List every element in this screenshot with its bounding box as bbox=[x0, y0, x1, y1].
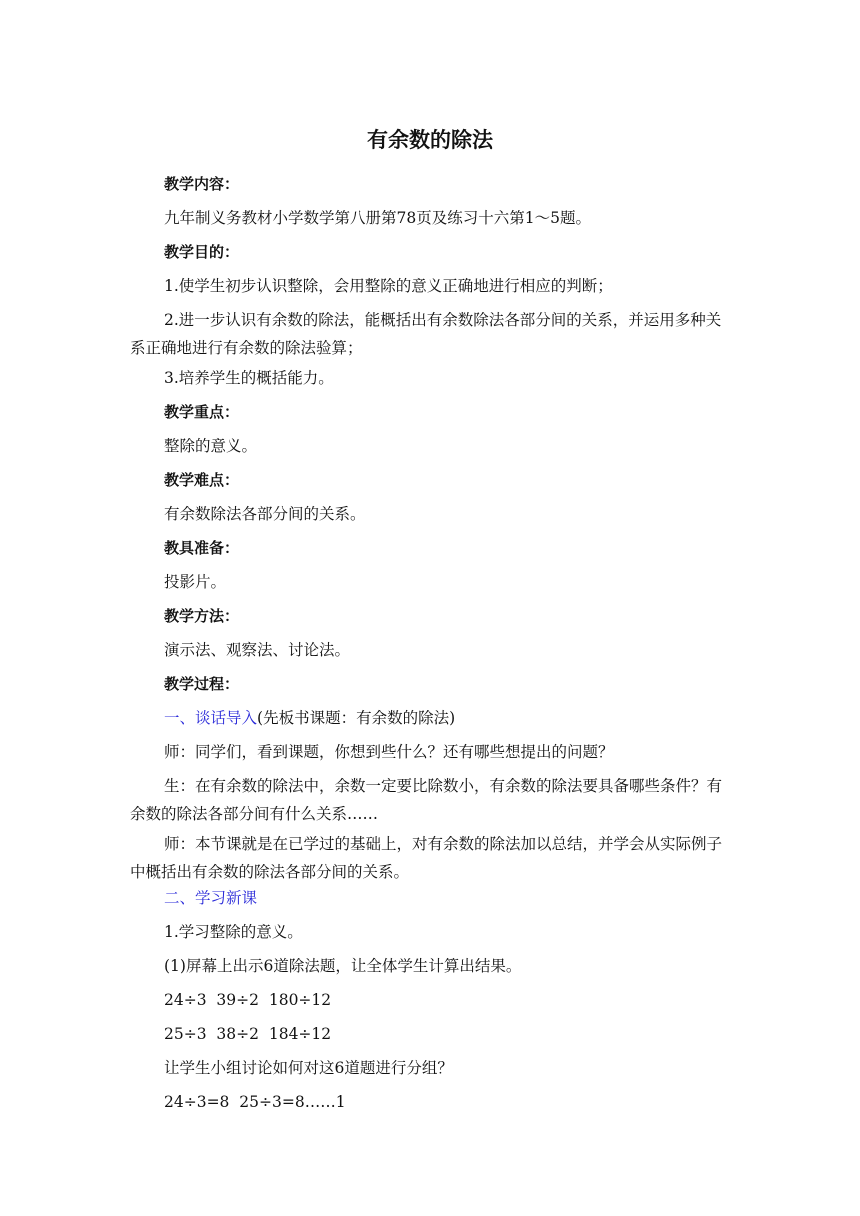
heading-process: 教学过程： bbox=[164, 675, 240, 693]
method-text: 演示法、观察法、讨论法。 bbox=[164, 641, 351, 659]
step-1: 1.学习整除的意义。 bbox=[164, 923, 303, 941]
key-text: 整除的意义。 bbox=[164, 437, 258, 455]
heading-goal: 教学目的： bbox=[164, 243, 240, 261]
section-1 bbox=[130, 704, 738, 732]
section-1-title: 一、谈话导入 bbox=[164, 709, 258, 727]
step-1-1: (1)屏幕上出示6道除法题，让全体学生计算出结果。 bbox=[164, 957, 522, 975]
heading-key: 教学重点： bbox=[164, 403, 240, 421]
teacher-line-1: 师：同学们，看到课题，你想到些什么？还有哪些想提出的问题？ bbox=[164, 743, 614, 761]
page-title: 有余数的除法 bbox=[367, 128, 493, 152]
heading-tools: 教具准备： bbox=[164, 539, 240, 557]
teacher-line-2: 师：本节课就是在已学过的基础上，对有余数的除法加以总结，并学会从实际例子中概括出有余数的除法各部分间的关系。 bbox=[130, 835, 723, 881]
goal-3: 3.培养学生的概括能力。 bbox=[164, 369, 334, 387]
tools-text: 投影片。 bbox=[164, 573, 227, 591]
section-1-note: (先板书课题：有余数的除法) bbox=[257, 709, 456, 727]
heading-difficulty: 教学难点： bbox=[164, 471, 240, 489]
difficulty-text: 有余数除法各部分间的关系。 bbox=[164, 505, 366, 523]
student-line-1: 生：在有余数的除法中，余数一定要比除数小，有余数的除法要具备哪些条件？有余数的除法各部分间有什么关系…… bbox=[130, 777, 723, 823]
heading-method: 教学方法： bbox=[164, 607, 240, 625]
section-2-title: 二、学习新课 bbox=[164, 889, 258, 907]
discuss-text: 让学生小组讨论如何对这6道题进行分组？ bbox=[164, 1059, 453, 1077]
heading-content: 教学内容： bbox=[164, 175, 240, 193]
content-text: 九年制义务教材小学数学第八册第78页及练习十六第1～5题。 bbox=[164, 209, 591, 227]
answer-row-1: 24÷3=8 25÷3=8……1 bbox=[164, 1093, 346, 1111]
equation-row-2: 25÷3 38÷2 184÷12 bbox=[164, 1025, 332, 1043]
goal-2: 2.进一步认识有余数的除法，能概括出有余数除法各部分间的关系，并运用多种关系正确地进行有余数的除法验算； bbox=[130, 311, 722, 357]
equation-row-1: 24÷3 39÷2 180÷12 bbox=[164, 991, 332, 1009]
goal-1: 1.使学生初步认识整除，会用整除的意义正确地进行相应的判断； bbox=[164, 277, 613, 295]
